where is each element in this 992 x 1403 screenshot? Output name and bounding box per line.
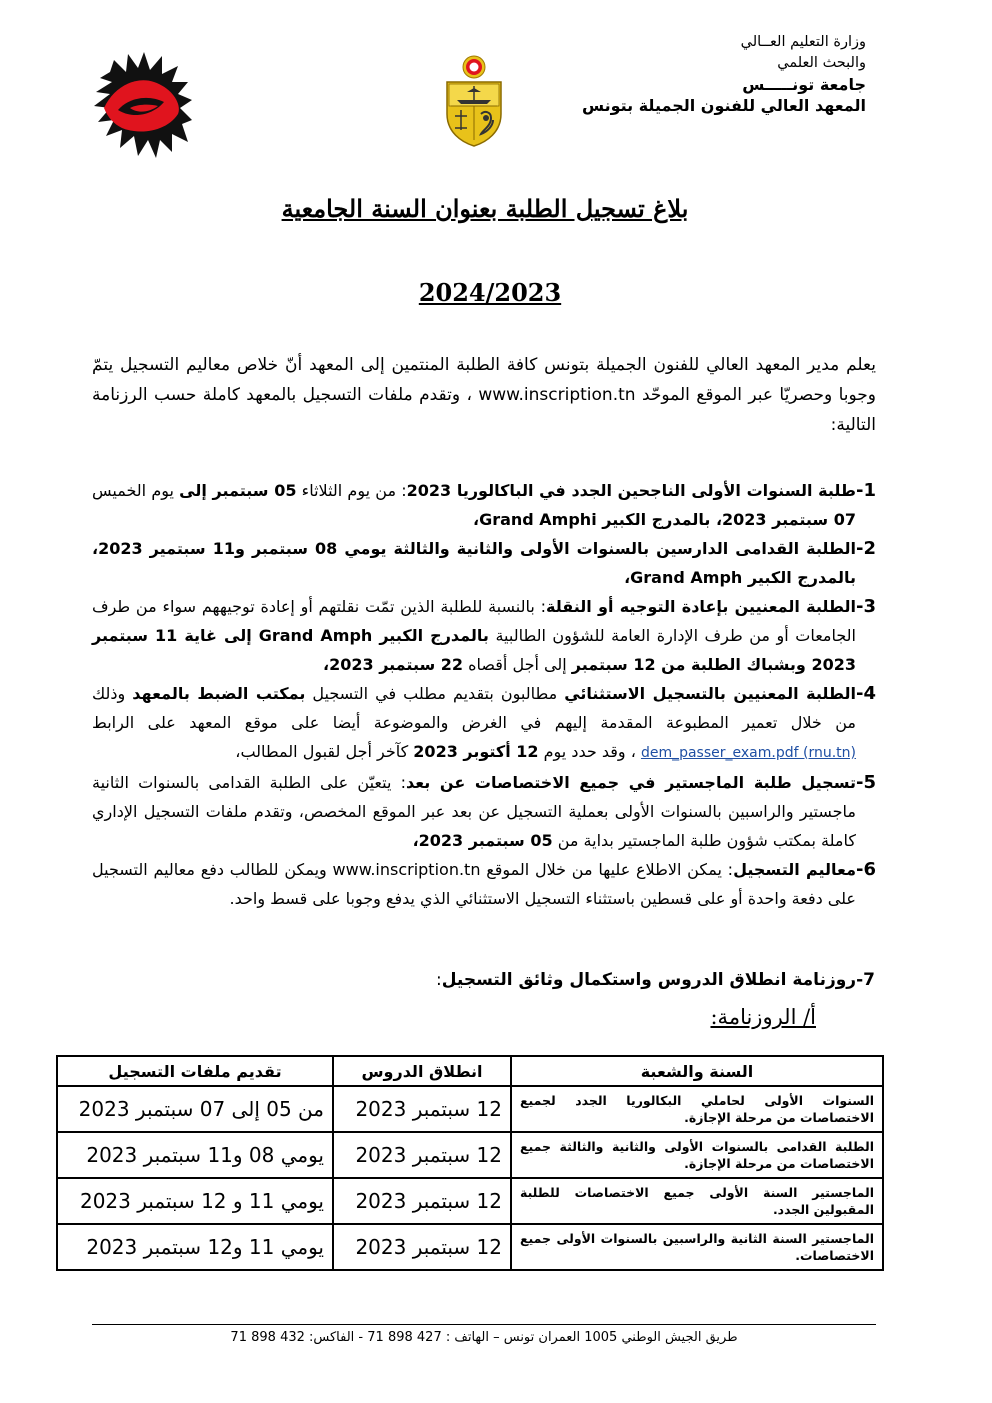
intro-paragraph: يعلم مدير المعهد العالي للفنون الجميلة بتونس كافة الطلبة المنتمين إلى المعهد أنّ خلاص معاليم التسجيل يتمّ وجوبا وحصريّا عبر الموقع الموحّد www.inscription.tn ، وتقدم ملفات التسجيل بالمعهد كاملة حسب الرزنامة التالية: — [92, 355, 876, 435]
column-header: انطلاق الدروس — [333, 1056, 511, 1086]
item-heading: الطلبة المعنيين بالتسجيل الاستثنائي — [564, 684, 856, 703]
table-cell: من 05 إلى 07 سبتمبر 2023 — [57, 1086, 333, 1132]
item-text: : يمكن الاطلاع عليها من خلال الموقع www.inscription.tn ويمكن للطالب دفع معاليم التسجيل على دفعة واحدة أو على قسطين باستثناء التسجيل الاستثنائي الذي يدفع وجوبا على قسط واحد. — [92, 860, 856, 908]
item-text: كآخر أجل لقبول المطالب، — [235, 742, 414, 761]
tunisia-emblem-icon — [443, 52, 505, 148]
ministry-line: والبحث العلمي — [777, 55, 866, 71]
item-text: : من يوم الثلاثاء — [296, 481, 407, 500]
list-item — [92, 855, 876, 913]
ministry-header — [536, 32, 866, 116]
item-text: : يتعيّن على الطلبة القدامى بالسنوات الثانية ماجستير والراسبين بالسنوات الأولى بعملية التسجيل عن بعد عبر الموقع المخصص، وتقدم ملفات التسجيل الإداري كاملة بمكتب شؤون طلبة الماجستير بداية من — [92, 773, 856, 850]
column-header: تقديم ملفات التسجيل — [57, 1056, 333, 1086]
section-7-heading — [436, 970, 875, 990]
calendar-title: أ/ الروزنامة: — [710, 1005, 816, 1029]
item-emphasis: 07 سبتمبر 2023، بالمدرج الكبير Grand Amphi، — [472, 510, 856, 529]
item-emphasis: بمكتب الضبط بالمعهد — [132, 684, 306, 703]
item-text: : بالنسبة للطلبة الذين تمّت نقلتهم أو إعادة توجيههم سواء من طرف الجامعات أو من طرف الإدارة العامة للشؤون الطالبية — [92, 597, 857, 645]
item-emphasis: 05 سبتمبر 2023، — [412, 831, 553, 850]
item-heading: الطلبة المعنيين بإعادة التوجيه أو النقلة — [545, 597, 856, 616]
item-number: 3- — [855, 596, 876, 617]
table-cell: الماجستير السنة الأولى جميع الاختصاصات للطلبة المقبولين الجدد. — [511, 1178, 883, 1224]
item-emphasis: بالمدرج الكبير Grand Amph إلى غاية 11 سبتمبر 2023 وبشباك الطلبة من 12 سبتمبر — [92, 626, 856, 674]
list-item — [92, 476, 876, 534]
item-emphasis: 12 أكتوبر 2023 — [413, 742, 539, 761]
list-item — [92, 592, 876, 679]
table-header-row — [57, 1056, 883, 1086]
item-text: يوم الخميس — [92, 481, 180, 500]
page-title: بلاغ تسجيل الطلبة بعنوان السنة الجامعية — [281, 194, 689, 223]
table-row — [57, 1086, 883, 1132]
schedule-table — [56, 1055, 884, 1271]
table-cell: الماجستير السنة الثانية والراسبين بالسنوات الأولى جميع الاختصاصات. — [511, 1224, 883, 1270]
item-number: 4- — [855, 683, 876, 704]
ministry-line: وزارة التعليم العــالي — [740, 34, 866, 50]
list-item — [92, 768, 876, 855]
footer-address: طريق الجيش الوطني 1005 العمران تونس – الهاتف : 427 898 71 - الفاكس: 432 898 71 — [230, 1330, 738, 1345]
item-heading: تسجيل طلبة الماجستير في جميع الاختصاصات عن بعد — [405, 773, 856, 792]
footer-divider — [92, 1324, 876, 1325]
table-cell: 12 سبتمبر 2023 — [333, 1086, 511, 1132]
section-colon: : — [435, 970, 442, 990]
item-number: 2- — [855, 538, 876, 559]
table-cell: يومي 11 و12 سبتمبر 2023 — [57, 1224, 333, 1270]
item-heading: طلبة السنوات الأولى الناجحين الجدد في الباكالوريا 2023 — [406, 481, 856, 500]
item-number: 1- — [855, 480, 876, 501]
item-text: إلى أجل أقصاه — [463, 655, 572, 674]
academic-year: 2024/2023 — [418, 278, 562, 307]
table-cell: السنوات الأولى لحاملي البكالوريا الجدد لجميع الاختصاصات من مرحلة الإجازة. — [511, 1086, 883, 1132]
table-cell: يومي 11 و 12 سبتمبر 2023 — [57, 1178, 333, 1224]
table-cell: 12 سبتمبر 2023 — [333, 1224, 511, 1270]
table-cell: 12 سبتمبر 2023 — [333, 1178, 511, 1224]
table-cell: الطلبة القدامى بالسنوات الأولى والثانية والثالثة جميع الاختصاصات من مرحلة الإجازة. — [511, 1132, 883, 1178]
list-item — [92, 679, 876, 768]
list-item — [92, 534, 876, 592]
item-emphasis: 22 سبتمبر 2023، — [323, 655, 464, 674]
item-text: وذلك من خلال تعمير المطبوعة المقدمة إليهم في الغرض والموضوعة أيضا على موقع المعهد على الرابط — [92, 684, 856, 732]
institute-logo-icon — [92, 48, 194, 160]
item-number: 5- — [855, 772, 876, 793]
registration-items — [92, 476, 876, 913]
table-cell: يومي 08 و11 سبتمبر 2023 — [57, 1132, 333, 1178]
form-download-link[interactable]: dem_passer_exam.pdf (rnu.tn) — [640, 745, 856, 761]
table-row — [57, 1132, 883, 1178]
item-heading: الطلبة القدامى الدارسين بالسنوات الأولى والثانية والثالثة يومي 08 سبتمبر و11 سبتمير 2023، بالمدرج الكبير Grand Amph، — [92, 539, 856, 587]
item-text: مطالبون بتقديم مطلب في التسجيل — [305, 684, 565, 703]
item-text: ، وقد حدد يوم — [538, 742, 641, 761]
column-header: السنة والشعبة — [511, 1056, 883, 1086]
section-number: 7- — [856, 970, 875, 990]
item-heading: معاليم التسجيل — [733, 860, 856, 879]
item-number: 6- — [855, 859, 876, 880]
institute-name: المعهد العالي للفنون الجميلة بتونس — [581, 96, 866, 115]
table-row — [57, 1224, 883, 1270]
section-title: روزنامة انطلاق الدروس واستكمال وثائق التسجيل — [441, 970, 857, 990]
item-emphasis: 05 سبتمبر إلى — [179, 481, 297, 500]
university-name: جامعة تونـــــس — [742, 75, 866, 94]
table-row — [57, 1178, 883, 1224]
table-cell: 12 سبتمبر 2023 — [333, 1132, 511, 1178]
